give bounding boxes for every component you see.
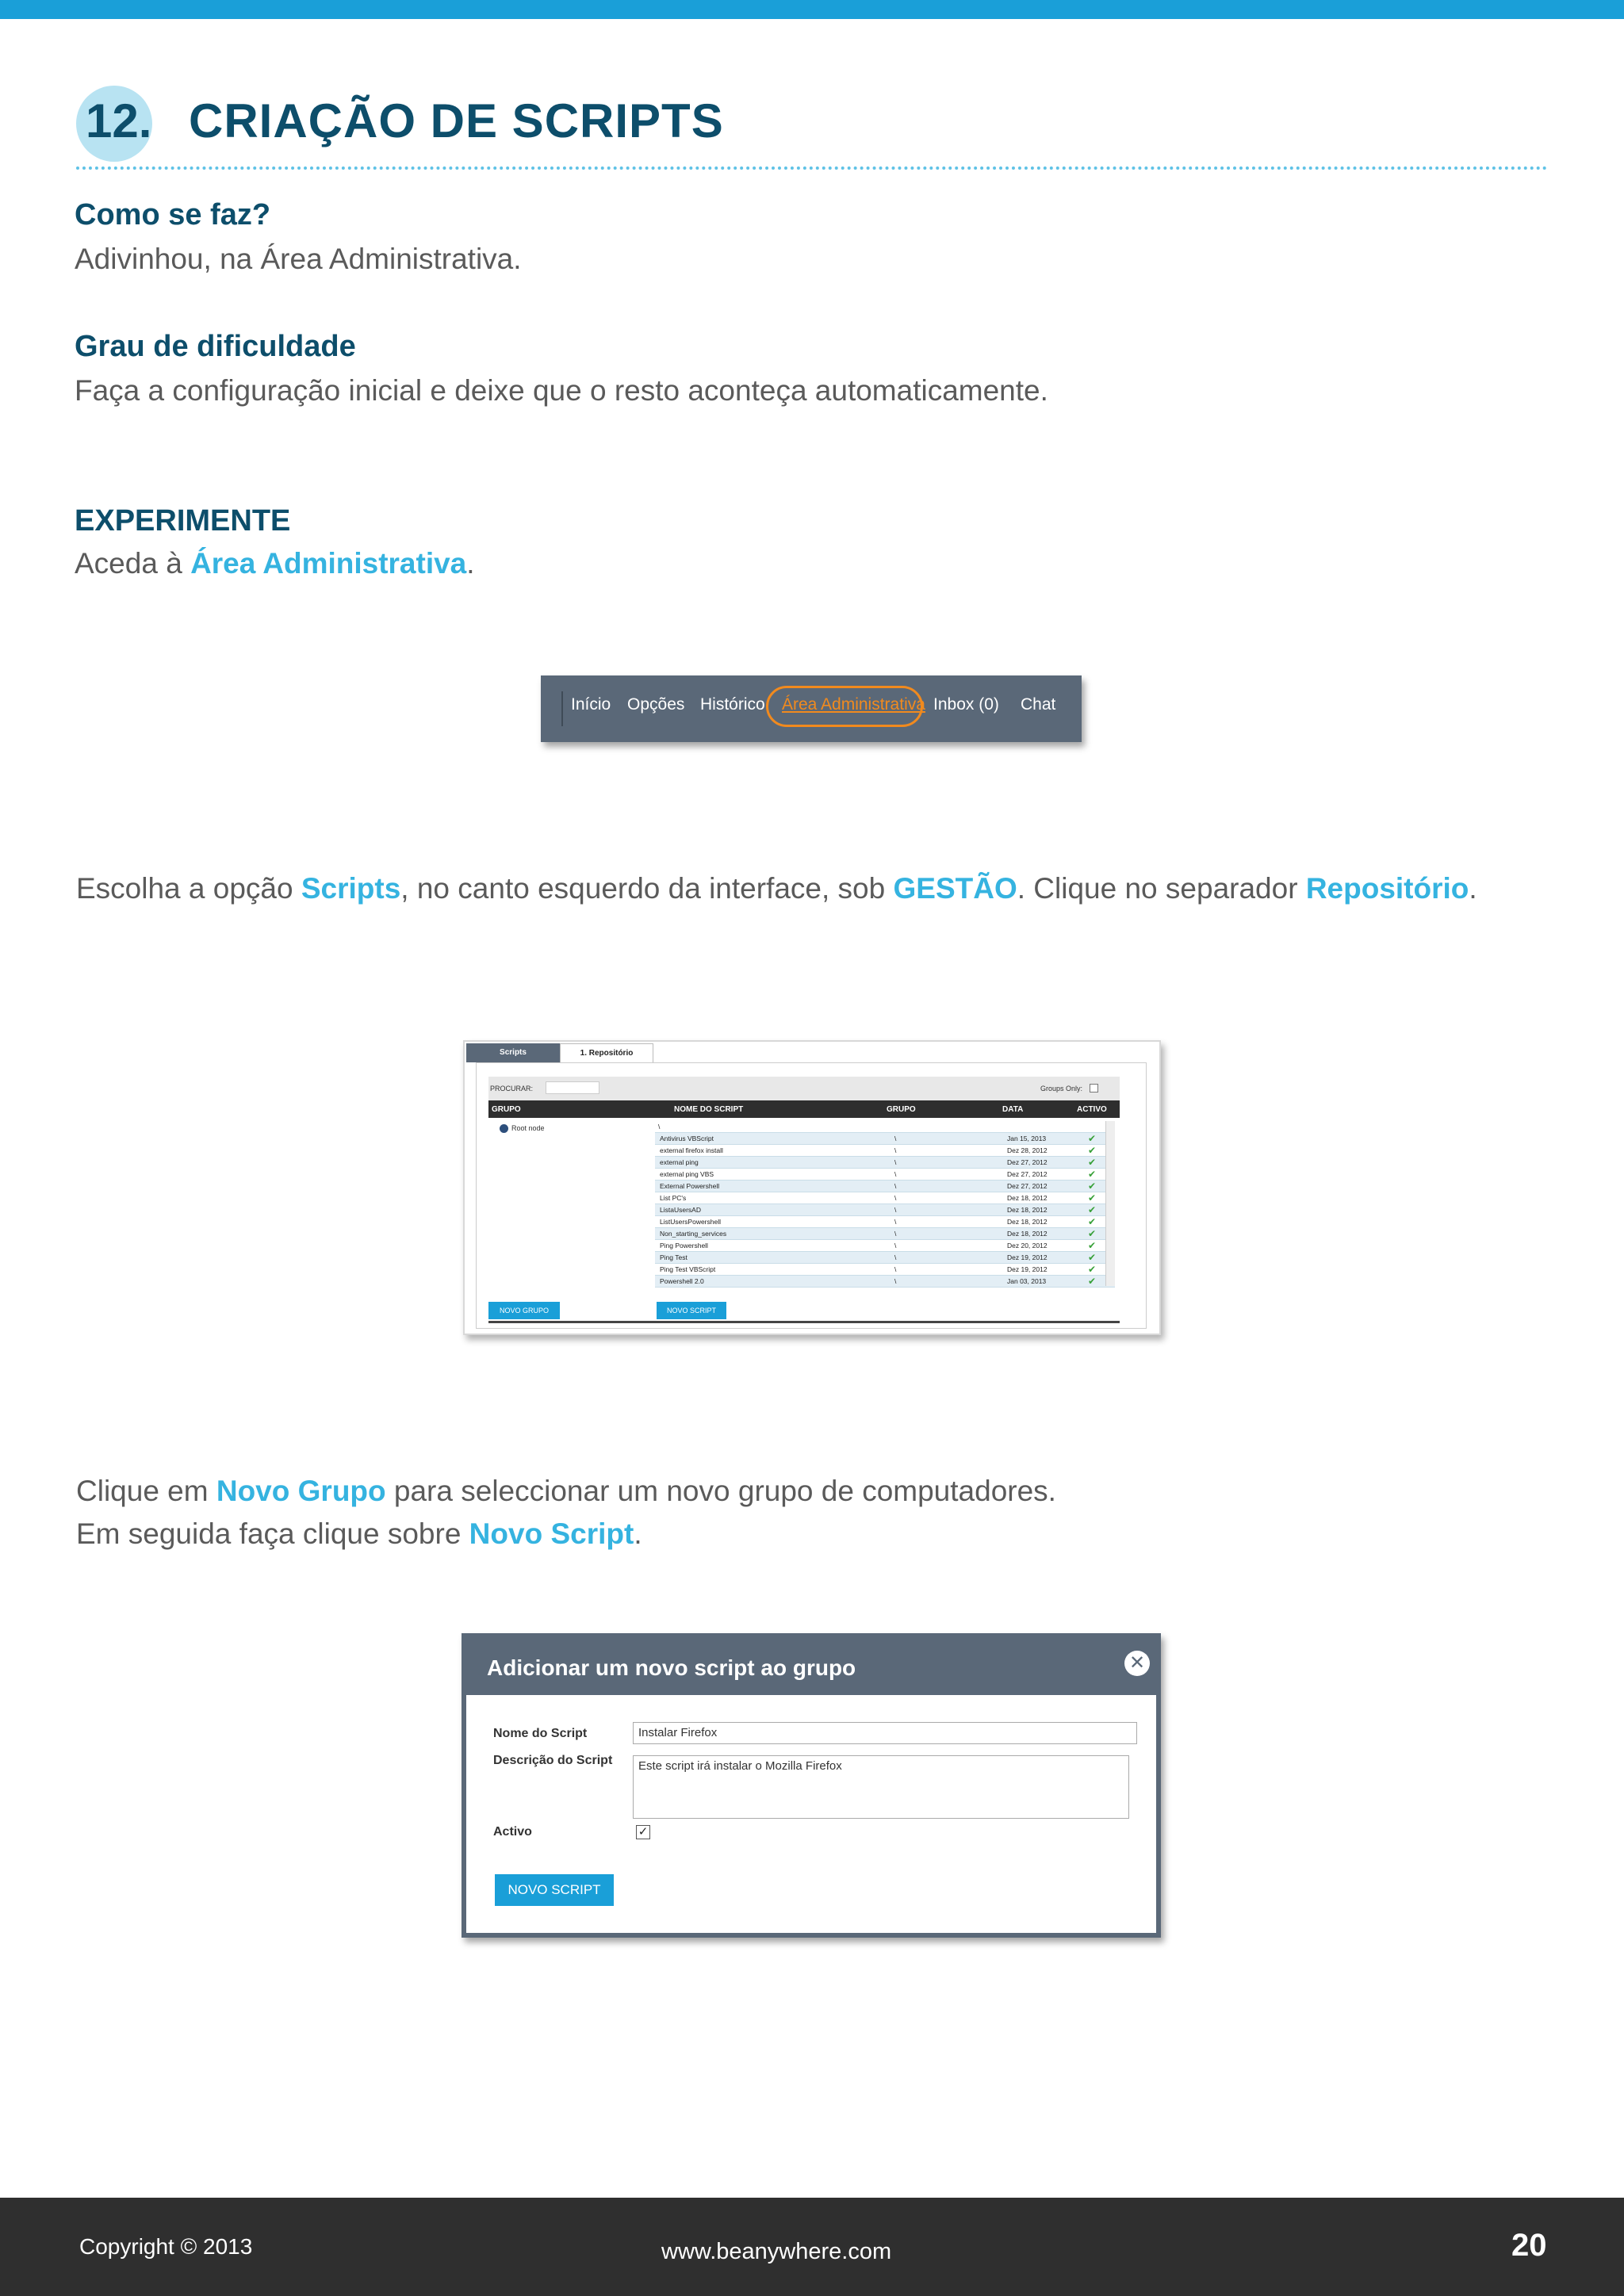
table-row[interactable] — [655, 1192, 1115, 1204]
groups-only-checkbox[interactable] — [1090, 1084, 1098, 1093]
section-text-how: Adivinhou, na Área Administrativa. — [75, 243, 522, 275]
table-row[interactable] — [655, 1204, 1115, 1216]
highlight-novo-grupo: Novo Grupo — [216, 1475, 386, 1507]
script-name-cell: external ping — [660, 1158, 699, 1166]
script-group-cell: \ — [894, 1230, 897, 1238]
script-group-cell: \ — [894, 1206, 897, 1214]
checkmark-icon[interactable]: ✔ — [1088, 1192, 1097, 1203]
active-checkbox[interactable]: ✓ — [636, 1825, 650, 1839]
highlight-scripts: Scripts — [301, 872, 401, 905]
footer-website-link[interactable]: www.beanywhere.com — [661, 2239, 892, 2264]
folder-node-icon — [500, 1124, 508, 1133]
script-name-cell: ListaUsersAD — [660, 1206, 701, 1214]
new-script-button[interactable]: NOVO SCRIPT — [657, 1302, 726, 1319]
script-date-cell: Jan 15, 2013 — [1007, 1135, 1047, 1142]
script-group-cell: \ — [894, 1182, 897, 1190]
script-name-cell: ListUsersPowershell — [660, 1218, 721, 1226]
script-date-cell: Dez 28, 2012 — [1007, 1146, 1048, 1154]
script-name-cell: Ping Test VBScript — [660, 1265, 716, 1273]
nav-separator — [561, 691, 563, 726]
script-description-label: Descrição do Script — [493, 1754, 613, 1767]
scripts-repository-screenshot — [463, 1040, 1161, 1335]
script-name-cell: List PC's — [660, 1194, 687, 1202]
table-row-root[interactable]: \ — [655, 1121, 1115, 1133]
script-date-cell: Dez 18, 2012 — [1007, 1206, 1048, 1214]
checkmark-icon[interactable]: ✔ — [1088, 1133, 1097, 1144]
table-row[interactable] — [655, 1276, 1115, 1288]
script-description-textarea[interactable]: Este script irá instalar o Mozilla Firefox — [633, 1755, 1129, 1819]
instruction-scripts: Escolha a opção Scripts, no canto esquerdo da interface, sob GESTÃO. Clique no separador Repositório. — [76, 872, 1477, 905]
instruction-new-group: Clique em Novo Grupo para seleccionar um novo grupo de computadores. — [76, 1475, 1056, 1507]
active-label: Activo — [493, 1825, 532, 1839]
dialog-title: Adicionar um novo script ao grupo — [487, 1655, 856, 1680]
table-row[interactable] — [655, 1216, 1115, 1228]
checkmark-icon[interactable]: ✔ — [1088, 1240, 1097, 1251]
table-row[interactable] — [655, 1145, 1115, 1157]
script-date-cell: Dez 18, 2012 — [1007, 1194, 1048, 1202]
checkmark-icon[interactable]: ✔ — [1088, 1169, 1097, 1180]
table-row[interactable] — [655, 1133, 1115, 1145]
script-list — [655, 1121, 1115, 1288]
script-name-input[interactable]: Instalar Firefox — [633, 1722, 1137, 1744]
script-name-cell: external ping VBS — [660, 1170, 714, 1178]
submit-new-script-button[interactable]: NOVO SCRIPT — [495, 1874, 614, 1906]
repo-table-header — [488, 1100, 1120, 1118]
script-name-cell: Non_starting_services — [660, 1230, 727, 1238]
section-text-difficulty: Faça a configuração inicial e deixe que o resto aconteça automaticamente. — [75, 374, 1048, 407]
tab-scripts[interactable]: Scripts — [466, 1043, 560, 1062]
script-name-cell: External Powershell — [660, 1182, 720, 1190]
script-date-cell: Dez 18, 2012 — [1007, 1218, 1048, 1226]
nav-item-chat[interactable]: Chat — [1021, 695, 1056, 714]
instruction-new-script: Em seguida faça clique sobre Novo Script. — [76, 1517, 642, 1550]
close-icon[interactable]: ✕ — [1124, 1651, 1150, 1676]
table-row[interactable] — [655, 1169, 1115, 1181]
repo-bottom-border — [488, 1321, 1120, 1323]
section-heading-try: EXPERIMENTE — [75, 504, 291, 538]
chapter-number: 12. — [86, 94, 152, 147]
script-group-cell: \ — [894, 1146, 897, 1154]
nav-item-inbox[interactable]: Inbox (0) — [933, 695, 999, 714]
checkmark-icon[interactable]: ✔ — [1088, 1181, 1097, 1192]
col-header-group-tree[interactable]: GRUPO — [492, 1105, 521, 1114]
page-number: 20 — [1511, 2228, 1547, 2263]
nav-menu-screenshot — [541, 675, 1082, 742]
script-group-cell: \ — [894, 1242, 897, 1249]
tab-repositorio[interactable]: 1. Repositório — [560, 1043, 653, 1062]
highlight-gestao: GESTÃO — [893, 872, 1017, 905]
script-name-cell: external firefox install — [660, 1146, 723, 1154]
table-row[interactable] — [655, 1252, 1115, 1264]
new-group-button[interactable]: NOVO GRUPO — [488, 1302, 560, 1319]
dialog-header — [466, 1638, 1156, 1695]
top-accent-bar — [0, 0, 1624, 19]
col-header-script-name[interactable]: NOME DO SCRIPT — [674, 1105, 744, 1114]
section-text-try: Aceda à Área Administrativa. — [75, 547, 475, 580]
highlight-novo-script: Novo Script — [469, 1517, 634, 1550]
checkmark-icon[interactable]: ✔ — [1088, 1264, 1097, 1275]
table-row[interactable] — [655, 1181, 1115, 1192]
nav-item-options[interactable]: Opções — [627, 695, 685, 714]
script-name-label: Nome do Script — [493, 1727, 588, 1740]
nav-item-admin-area[interactable] — [766, 686, 923, 727]
script-date-cell: Dez 19, 2012 — [1007, 1253, 1048, 1261]
script-name-cell: Antivirus VBScript — [660, 1135, 714, 1142]
chapter-title: CRIAÇÃO DE SCRIPTS — [189, 94, 724, 147]
script-date-cell: Dez 19, 2012 — [1007, 1265, 1048, 1273]
checkmark-icon[interactable]: ✔ — [1088, 1145, 1097, 1156]
list-scrollbar[interactable] — [1105, 1121, 1115, 1286]
section-heading-difficulty: Grau de dificuldade — [75, 330, 356, 363]
groups-only-label: Groups Only: — [1040, 1085, 1083, 1093]
script-group-cell: \ — [894, 1277, 897, 1285]
nav-item-admin-area-label: Área Administrativa — [782, 695, 925, 714]
tree-root-node[interactable]: Root node — [500, 1124, 545, 1133]
script-date-cell: Dez 27, 2012 — [1007, 1158, 1048, 1166]
add-script-dialog-screenshot — [462, 1633, 1161, 1938]
col-header-date[interactable]: DATA — [1002, 1105, 1024, 1114]
nav-item-home[interactable]: Início — [571, 695, 611, 714]
table-row[interactable] — [655, 1240, 1115, 1252]
script-group-cell: \ — [894, 1218, 897, 1226]
script-date-cell: Dez 18, 2012 — [1007, 1230, 1048, 1238]
checkmark-icon[interactable]: ✔ — [1088, 1228, 1097, 1239]
script-name-cell: Powershell 2.0 — [660, 1277, 704, 1285]
checkmark-icon[interactable]: ✔ — [1088, 1204, 1097, 1215]
table-row[interactable] — [655, 1157, 1115, 1169]
script-group-cell: \ — [894, 1170, 897, 1178]
search-input[interactable] — [546, 1081, 599, 1094]
script-group-cell: \ — [894, 1158, 897, 1166]
dotted-divider — [76, 166, 1548, 170]
script-group-cell: \ — [894, 1194, 897, 1202]
script-group-cell: \ — [894, 1265, 897, 1273]
checkmark-icon[interactable]: ✔ — [1088, 1157, 1097, 1168]
script-group-cell: \ — [894, 1135, 897, 1142]
highlight-admin-area: Área Administrativa — [190, 547, 467, 580]
checkmark-icon[interactable]: ✔ — [1088, 1252, 1097, 1263]
script-date-cell: Dez 20, 2012 — [1007, 1242, 1048, 1249]
footer — [0, 2198, 1624, 2296]
table-row[interactable] — [655, 1228, 1115, 1240]
checkmark-icon[interactable]: ✔ — [1088, 1276, 1097, 1287]
nav-item-history[interactable]: Histórico — [700, 695, 765, 714]
section-heading-how: Como se faz? — [75, 198, 271, 232]
script-group-cell: \ — [894, 1253, 897, 1261]
col-header-group[interactable]: GRUPO — [887, 1105, 916, 1114]
script-date-cell: Jan 03, 2013 — [1007, 1277, 1047, 1285]
script-name-cell: Ping Powershell — [660, 1242, 708, 1249]
table-row[interactable] — [655, 1264, 1115, 1276]
checkmark-icon[interactable]: ✔ — [1088, 1216, 1097, 1227]
script-name-cell: Ping Test — [660, 1253, 688, 1261]
search-label: PROCURAR: — [490, 1085, 534, 1093]
col-header-active[interactable]: ACTIVO — [1077, 1105, 1107, 1114]
script-date-cell: Dez 27, 2012 — [1007, 1182, 1048, 1190]
script-date-cell: Dez 27, 2012 — [1007, 1170, 1048, 1178]
highlight-repositorio: Repositório — [1305, 872, 1469, 905]
footer-copyright: Copyright © 2013 — [79, 2234, 253, 2259]
